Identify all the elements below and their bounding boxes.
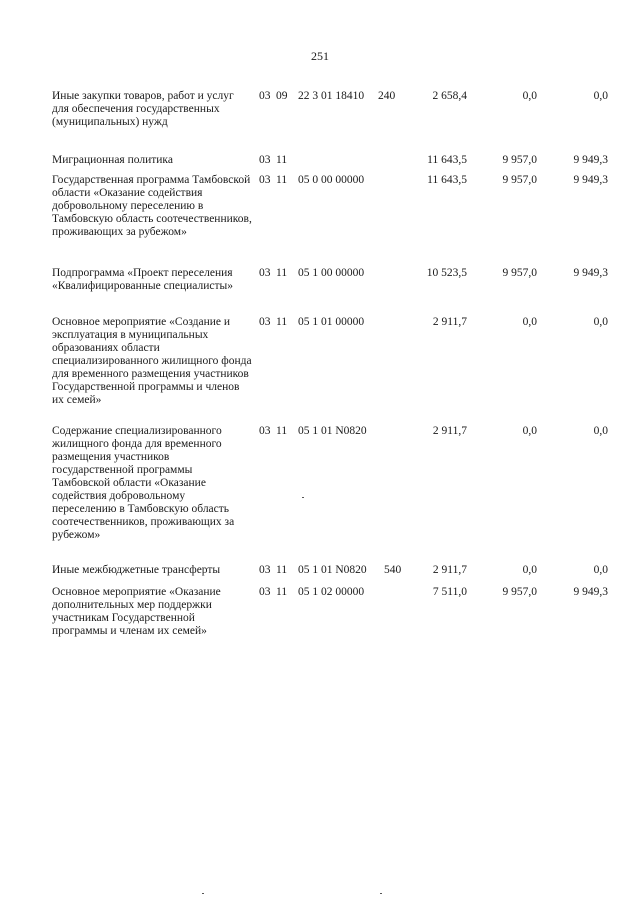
row-value-year1: 10 523,5	[426, 267, 467, 279]
row-value-year2: 0,0	[522, 564, 537, 576]
row-value-year3: 0,0	[593, 425, 608, 437]
row-podrazdel: 11	[276, 154, 288, 166]
row-target-article: 05 0 00 00000	[298, 174, 365, 186]
row-podrazdel: 11	[276, 267, 288, 279]
row-podrazdel: 11	[276, 316, 288, 328]
row-description: Иные межбюджетные трансферты	[52, 564, 221, 576]
row-razdel: 03	[259, 267, 271, 279]
row-razdel: 03	[259, 154, 271, 166]
row-expense-type: 240	[378, 90, 396, 102]
row-value-year3: 9 949,3	[573, 586, 608, 598]
row-description: Иные закупки товаров, работ и услуг для обеспечения государственных (муниципальных) нужд	[52, 90, 234, 128]
row-razdel: 03	[259, 90, 271, 102]
row-description: Основное мероприятие «Оказание дополнительных мер поддержки участникам Государственной программы и членам их семей»	[52, 586, 221, 637]
row-target-article: 05 1 00 00000	[298, 267, 365, 279]
row-value-year1: 2 658,4	[432, 90, 467, 102]
row-podrazdel: 11	[276, 564, 288, 576]
row-target-article: 05 1 02 00000	[298, 586, 365, 598]
row-value-year2: 9 957,0	[502, 174, 537, 186]
row-value-year3: 0,0	[593, 564, 608, 576]
row-razdel: 03	[259, 316, 271, 328]
row-razdel: 03	[259, 564, 271, 576]
row-value-year2: 0,0	[522, 90, 537, 102]
row-podrazdel: 11	[276, 425, 288, 437]
row-value-year1: 11 643,5	[427, 174, 467, 186]
row-value-year1: 7 511,0	[432, 586, 467, 598]
row-value-year3: 0,0	[593, 316, 608, 328]
row-razdel: 03	[259, 586, 271, 598]
row-razdel: 03	[259, 174, 271, 186]
row-podrazdel: 09	[276, 90, 288, 102]
row-target-article: 05 1 01 N0820	[298, 425, 367, 437]
row-description: Основное мероприятие «Создание и эксплуатация в муниципальных образованиях области специализированного жилищного фонда для временного размещения участников Государственной программы и членов их семей»	[52, 316, 252, 406]
row-value-year2: 9 957,0	[502, 267, 537, 279]
page-number: 251	[311, 49, 329, 63]
row-value-year2: 9 957,0	[502, 154, 537, 166]
row-value-year2: 0,0	[522, 425, 537, 437]
row-description: Подпрограмма «Проект переселения «Квалифицированные специалисты»	[52, 267, 233, 292]
row-expense-type: 540	[384, 564, 402, 576]
row-value-year3: 9 949,3	[573, 174, 608, 186]
row-description: Миграционная политика	[52, 154, 173, 166]
row-target-article: 22 3 01 18410	[298, 90, 365, 102]
scan-speck	[380, 893, 382, 894]
row-value-year2: 9 957,0	[502, 586, 537, 598]
row-description: Государственная программа Тамбовской области «Оказание содействия добровольному переселению в Тамбовскую область соотечественников, проживающих за рубежом»	[52, 174, 252, 238]
row-value-year3: 0,0	[593, 90, 608, 102]
row-value-year3: 9 949,3	[573, 154, 608, 166]
row-target-article: 05 1 01 N0820	[298, 564, 367, 576]
row-podrazdel: 11	[276, 174, 288, 186]
row-description: Содержание специализированного жилищного фонда для временного размещения участников государственной программы Тамбовской области «Оказание содействия добровольному переселению в Тамбовскую область соотечественников, проживающих за рубежом»	[52, 425, 235, 541]
row-value-year1: 2 911,7	[432, 316, 467, 328]
row-target-article: 05 1 01 00000	[298, 316, 365, 328]
row-value-year1: 2 911,7	[432, 564, 467, 576]
scan-speck	[202, 893, 204, 894]
scan-speck	[302, 497, 304, 498]
row-value-year1: 2 911,7	[432, 425, 467, 437]
row-razdel: 03	[259, 425, 271, 437]
row-value-year2: 0,0	[522, 316, 537, 328]
row-value-year1: 11 643,5	[427, 154, 467, 166]
row-podrazdel: 11	[276, 586, 288, 598]
row-value-year3: 9 949,3	[573, 267, 608, 279]
